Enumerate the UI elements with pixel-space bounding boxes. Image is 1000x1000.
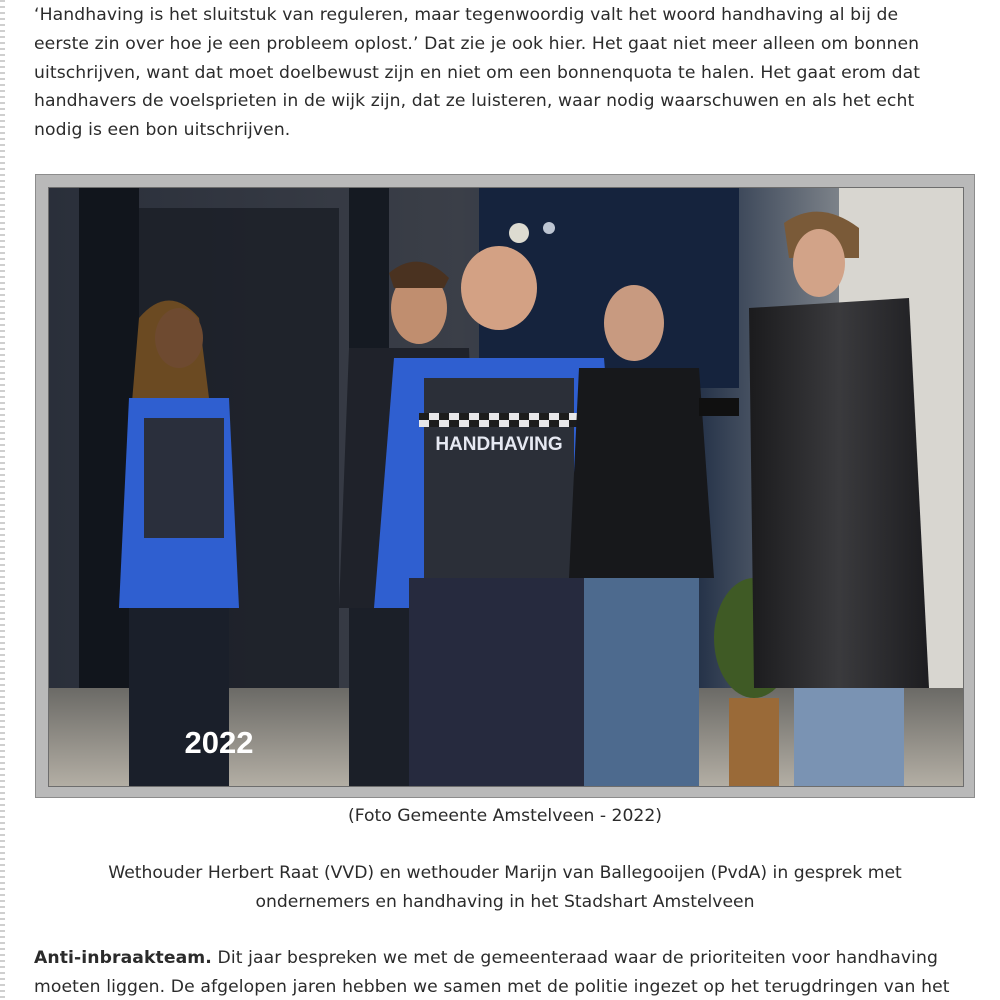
vest-label: HANDHAVING bbox=[435, 434, 563, 455]
intro-paragraph bbox=[34, 1, 920, 145]
intro-line: uitschrijven, want dat moet doelbewust zijn en niet om een bonnenquota te halen. Het gaat erom dat bbox=[34, 62, 921, 83]
photo-frame bbox=[35, 174, 975, 798]
ceiling-light bbox=[509, 223, 529, 243]
intro-line: ‘Handhaving is het sluitstuk van reguleren, maar tegenwoordig valt het woord handhaving al bij de bbox=[34, 5, 899, 25]
section-first-line bbox=[34, 944, 950, 973]
section-text: Dit jaar bespreken we met de gemeenteraad waar de prioriteiten voor handhaving bbox=[211, 948, 939, 968]
photo-illustration bbox=[49, 188, 963, 786]
intro-line: nodig is een bon uitschrijven. bbox=[34, 120, 291, 141]
section-heading: Anti-inbraakteam. bbox=[34, 948, 212, 968]
caption-line: ondernemers en handhaving in het Stadshart Amstelveen bbox=[255, 891, 755, 912]
section-second-line: moeten liggen. De afgelopen jaren hebben we samen met de politie ingezet op het terugdringen van het bbox=[34, 976, 950, 997]
intro-line: eerste zin over hoe je een probleem oplost.’ Dat zie je ook hier. Het gaat niet meer alleen om bonnen bbox=[34, 33, 920, 54]
plant-pot bbox=[729, 698, 779, 786]
caption-line: Wethouder Herbert Raat (VVD) en wethouder Marijn van Ballegooijen (PvdA) in gesprek met bbox=[108, 863, 902, 883]
section-paragraph bbox=[34, 944, 950, 1000]
intro-line: handhavers de voelsprieten in de wijk zijn, dat ze luisteren, waar nodig waarschuwen en als het echt bbox=[34, 91, 915, 112]
article-photo[interactable] bbox=[48, 187, 964, 787]
phone bbox=[699, 398, 739, 416]
left-border-rule bbox=[0, 0, 5, 1000]
year-overlay: 2022 bbox=[184, 725, 254, 760]
photo-description bbox=[34, 859, 976, 917]
ceiling-light bbox=[543, 222, 555, 234]
photo-credit: (Foto Gemeente Amstelveen - 2022) bbox=[348, 806, 662, 826]
